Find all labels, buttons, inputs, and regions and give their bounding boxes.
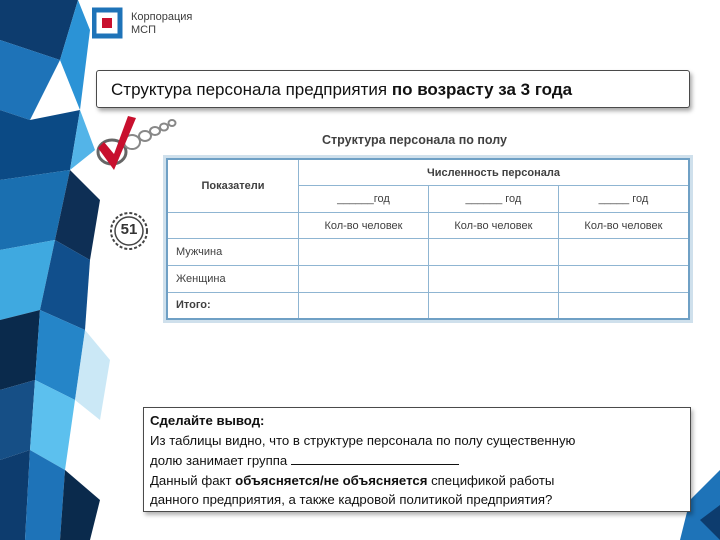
conclusion-line-2	[150, 450, 684, 471]
value-cell[interactable]	[299, 292, 429, 319]
value-cell[interactable]	[299, 239, 429, 266]
value-cell[interactable]	[558, 239, 689, 266]
conclusion-line-3-prefix: Данный факт	[150, 472, 236, 488]
table-caption: Структура персонала по полу	[322, 133, 507, 147]
conclusion-line-4: данного предприятия, а также кадровой политикой предприятия?	[150, 492, 553, 507]
table-row	[167, 292, 689, 319]
conclusion-box	[143, 407, 691, 512]
badge-number: 51	[120, 221, 138, 238]
answer-blank[interactable]	[291, 450, 459, 465]
conclusion-heading: Сделайте вывод:	[150, 413, 265, 428]
staff-table-container	[166, 158, 690, 320]
year-header-1: ______год	[299, 186, 429, 213]
logo-line-2: МСП	[131, 24, 157, 36]
empty-cell	[167, 212, 299, 239]
value-cell[interactable]	[558, 266, 689, 293]
value-cell[interactable]	[299, 266, 429, 293]
year-header-2: ______ год	[428, 186, 558, 213]
table-row	[167, 239, 689, 266]
conclusion-line-1: Из таблицы видно, что в структуре персонала по полу существенную	[150, 432, 576, 448]
logo-line-1: Корпорация	[131, 11, 193, 23]
subheader-count-1: Кол-во человек	[299, 212, 429, 239]
value-cell[interactable]	[428, 239, 558, 266]
staff-gender-table	[166, 158, 690, 320]
value-cell[interactable]	[558, 292, 689, 319]
header-indicators: Показатели	[167, 159, 299, 212]
value-cell[interactable]	[428, 292, 558, 319]
slide-title	[96, 70, 690, 108]
conclusion-line-3-suffix: спецификой работы	[427, 472, 555, 488]
conclusion-line-3-bold: объясняется/не объясняется	[235, 472, 428, 488]
slide-title-normal: Структура персонала предприятия	[111, 80, 392, 99]
header-staff-count: Численность персонала	[299, 159, 690, 186]
row-label-female: Женщина	[167, 266, 299, 293]
row-label-total: Итого:	[167, 292, 299, 319]
row-label-male: Мужчина	[167, 239, 299, 266]
conclusion-line-3	[150, 471, 684, 491]
slide-title-bold: по возрасту за 3 года	[391, 80, 573, 99]
logo-text	[131, 11, 192, 37]
subheader-count-2: Кол-во человек	[428, 212, 558, 239]
table-row	[167, 266, 689, 293]
conclusion-line-2-text: долю занимает группа	[150, 453, 291, 468]
subheader-count-3: Кол-во человек	[558, 212, 689, 239]
year-header-3: _____ год	[558, 186, 689, 213]
value-cell[interactable]	[428, 266, 558, 293]
